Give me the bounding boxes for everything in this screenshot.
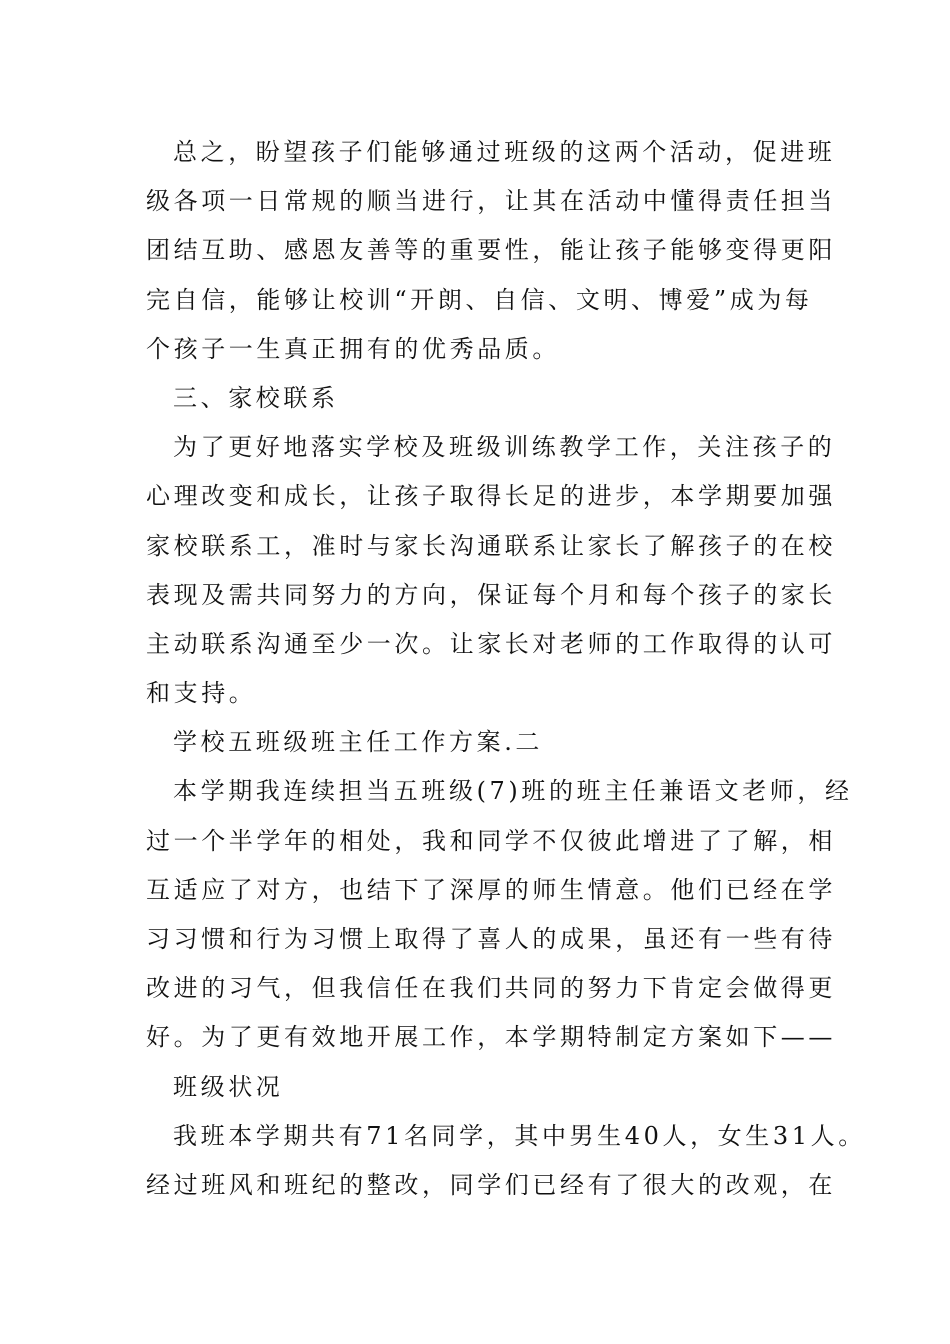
paragraph-line: 心理改变和成长，让孩子取得长足的进步，本学期要加强 [146, 482, 836, 511]
paragraph-line: 我班本学期共有71名同学，其中男生40人，女生31人。 [173, 1121, 866, 1150]
paragraph-line: 总之，盼望孩子们能够通过班级的这两个活动，促进班 [173, 138, 836, 166]
paragraph-line: 改进的习气，但我信任在我们共同的努力下肯定会做得更 [146, 974, 836, 1003]
paragraph-line: 好。为了更有效地开展工作，本学期特制定方案如下—— [146, 1023, 836, 1052]
paragraph-line: 习习惯和行为习惯上取得了喜人的成果，虽还有一些有待 [146, 925, 836, 953]
paragraph-line: 主动联系沟通至少一次。让家长对老师的工作取得的认可 [146, 629, 836, 658]
paragraph-line: 为了更好地落实学校及班级训练教学工作，关注孩子的 [173, 433, 836, 462]
document-body [146, 128, 866, 1210]
paragraph-line: 完自信，能够让校训“开朗、自信、文明、博爱”成为每 [146, 285, 813, 314]
paragraph-line: 和支持。 [146, 679, 257, 708]
document-subtitle: 学校五班级班主任工作方案.二 [173, 728, 544, 757]
section-heading-home-school-contact: 三、家校联系 [173, 383, 339, 412]
paragraph-line: 过一个半学年的相处，我和同学不仅彼此增进了了解，相 [146, 826, 836, 855]
paragraph-line: 本学期我连续担当五班级(7)班的班主任兼语文老师，经 [173, 777, 853, 806]
paragraph-line: 表现及需共同努力的方向，保证每个月和每个孩子的家长 [146, 580, 836, 609]
paragraph-line: 级各项一日常规的顺当进行，让其在活动中懂得责任担当 [146, 187, 836, 216]
paragraph-line: 经过班风和班纪的整改，同学们已经有了很大的改观，在 [146, 1170, 836, 1199]
paragraph-line: 家校联系工，准时与家长沟通联系让家长了解孩子的在校 [146, 531, 836, 560]
paragraph-line: 团结互助、感恩友善等的重要性，能让孩子能够变得更阳 [146, 236, 836, 265]
paragraph-line: 互适应了对方，也结下了深厚的师生情意。他们已经在学 [146, 875, 836, 904]
section-heading-class-status: 班级状况 [173, 1072, 284, 1101]
paragraph-line: 个孩子一生真正拥有的优秀品质。 [146, 334, 560, 363]
